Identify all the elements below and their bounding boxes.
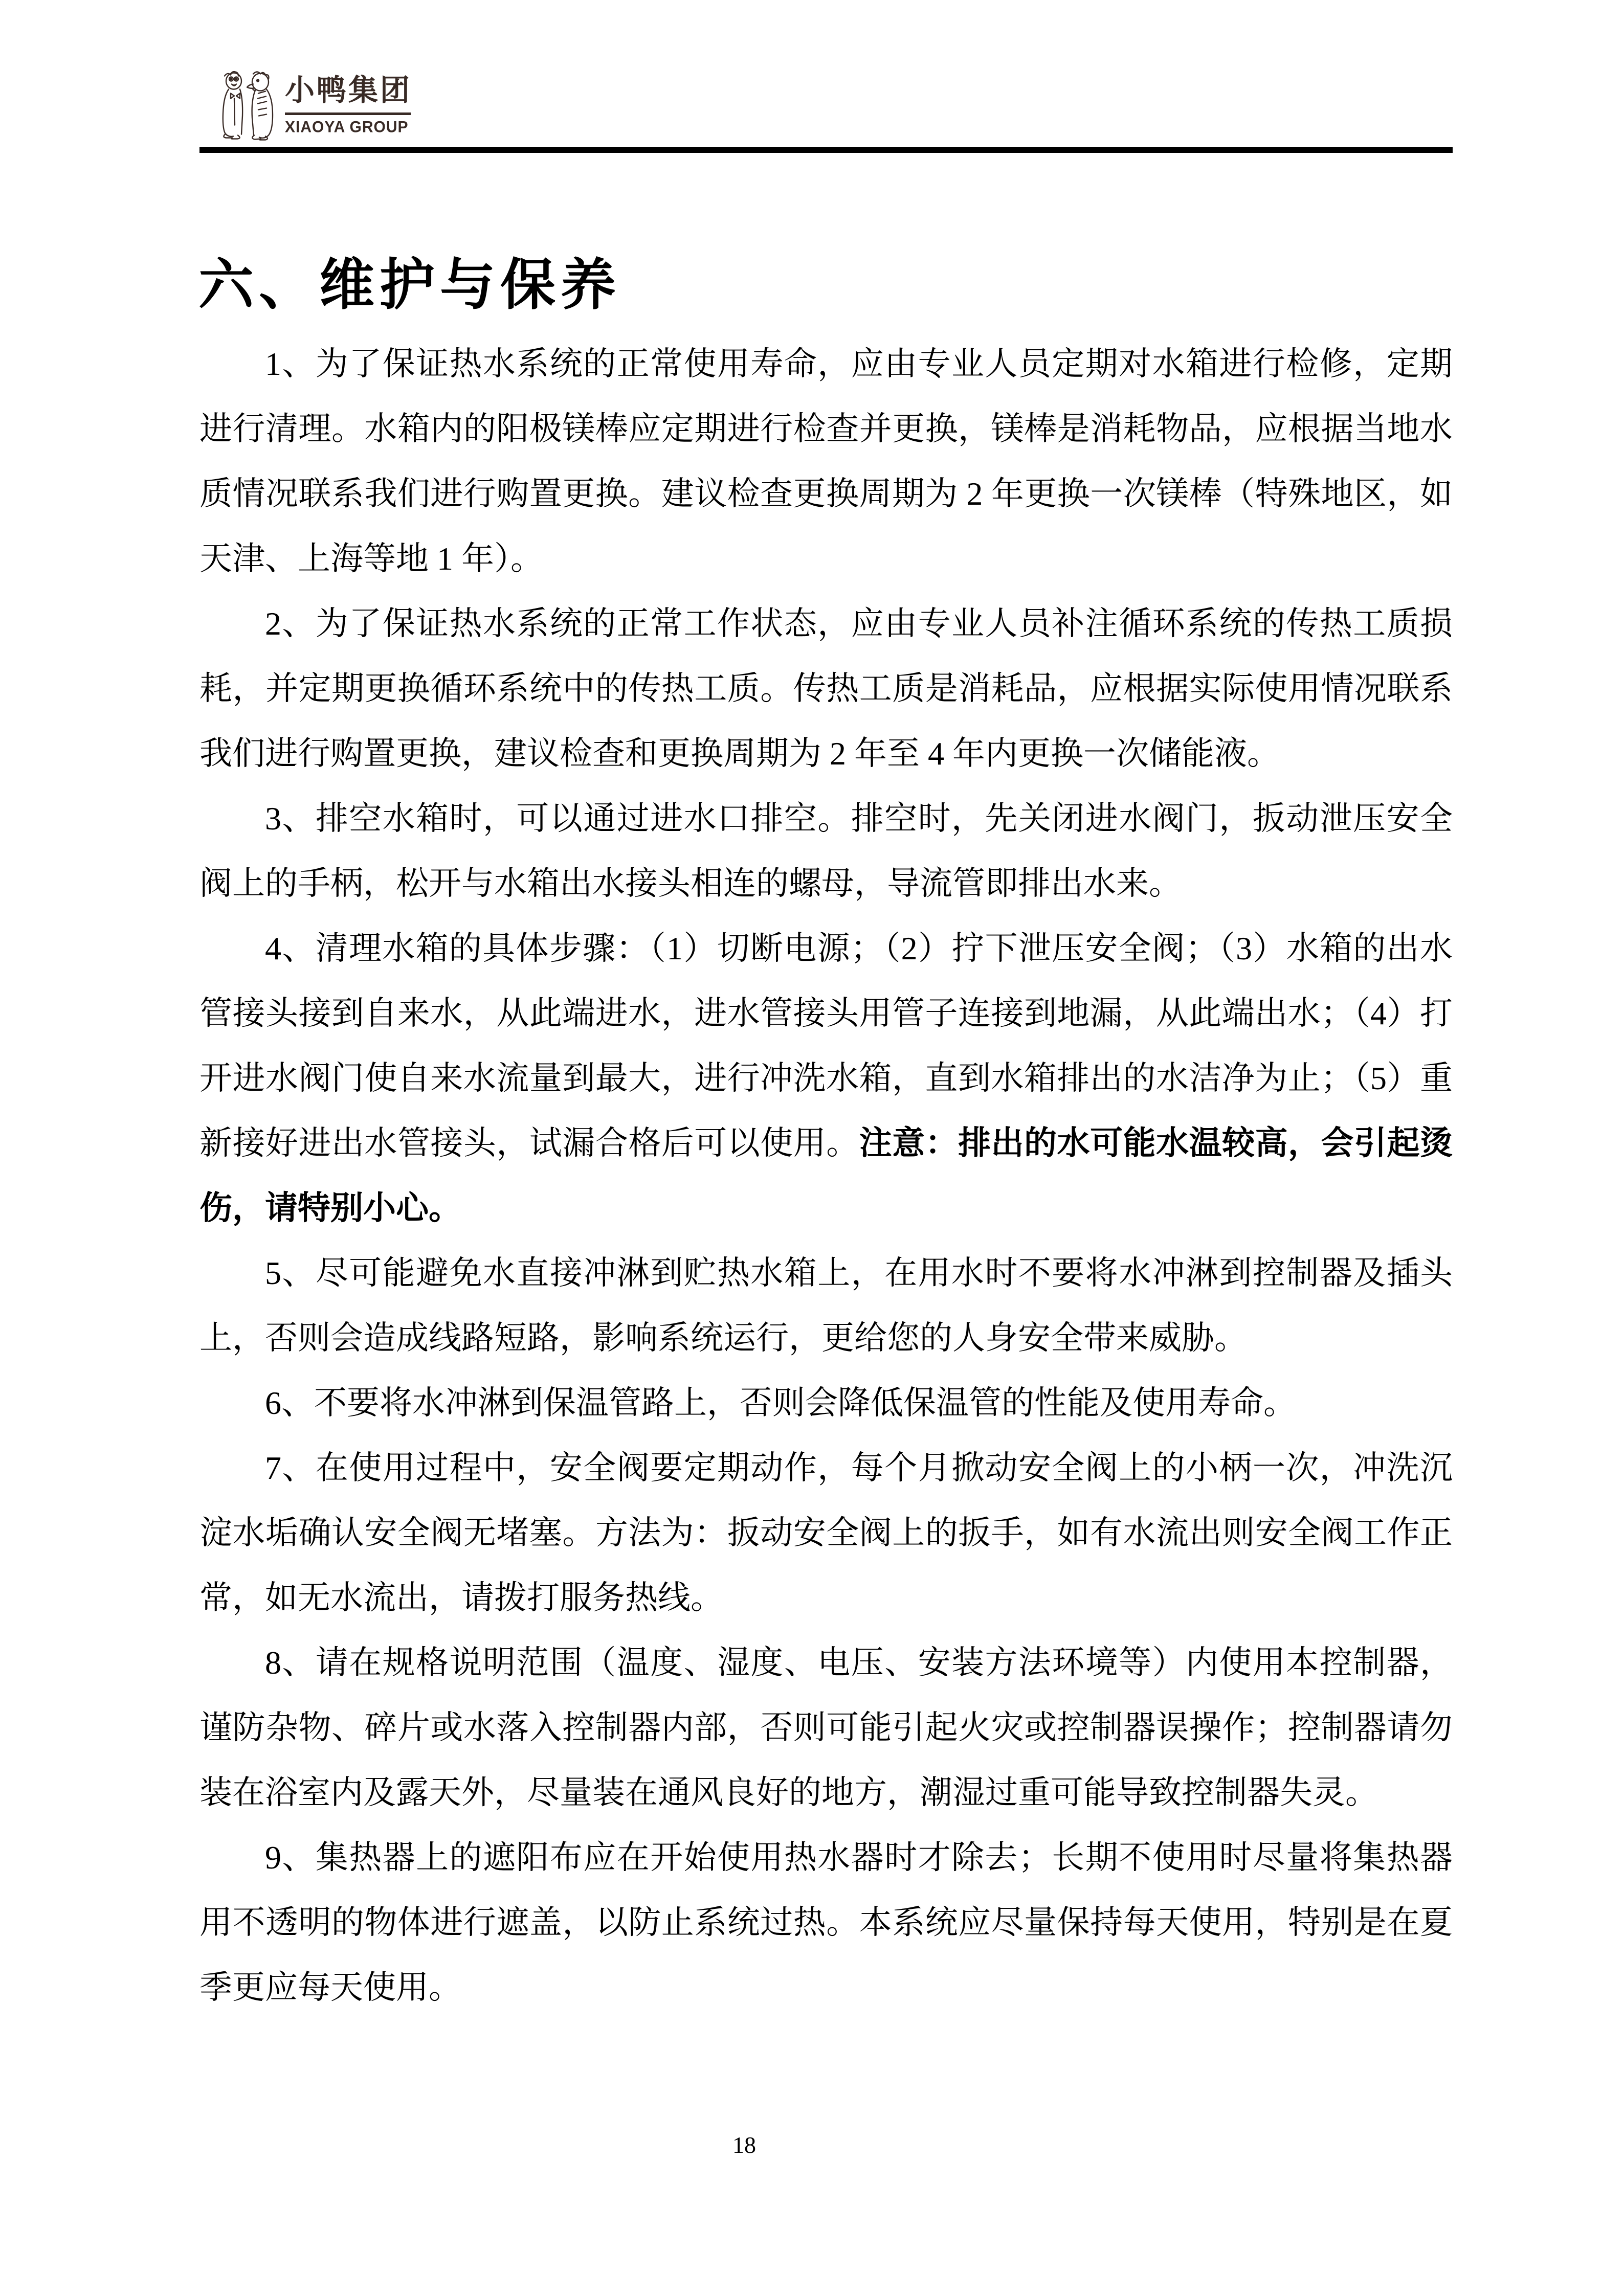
paragraph-text: 8、请在规格说明范围（温度、湿度、电压、安装方法环境等）内使用本控制器，谨防杂物、碎片或水落入控制器内部，否则可能引起火灾或控制器误操作；控制器请勿装在浴室内及露天外，尽量装在通风良好的地方，潮湿过重可能导致控制器失灵。: [199, 1645, 1453, 1811]
paragraph: [199, 331, 1453, 591]
paragraph: [199, 916, 1453, 1241]
paragraph: [199, 1630, 1453, 1825]
two-ducks-mascot-icon: [217, 61, 279, 146]
paragraph: [199, 1825, 1453, 2020]
paragraph-bold-text: 注意：排出的水可能水温较高，会引起烫伤，请特别小心。: [199, 1125, 1453, 1226]
paragraph-text: 1、为了保证热水系统的正常使用寿命，应由专业人员定期对水箱进行检修，定期进行清理。水箱内的阳极镁棒应定期进行检查并更换，镁棒是消耗物品，应根据当地水质情况联系我们进行购置更换。建议检查更换周期为 2 年更换一次镁棒（特殊地区，如天津、上海等地 1 年）。: [199, 346, 1453, 577]
paragraph-text: 7、在使用过程中，安全阀要定期动作，每个月掀动安全阀上的小柄一次，冲洗沉淀水垢确认安全阀无堵塞。方法为：扳动安全阀上的扳手，如有水流出则安全阀工作正常，如无水流出，请拨打服务热线。: [199, 1450, 1453, 1616]
paragraph-text: 2、为了保证热水系统的正常工作状态，应由专业人员补注循环系统的传热工质损耗，并定期更换循环系统中的传热工质。传热工质是消耗品，应根据实际使用情况联系我们进行购置更换，建议检查和更换周期为 2 年至 4 年内更换一次储能液。: [199, 605, 1453, 772]
xiaoya-logo: [217, 61, 413, 146]
paragraph-text: 6、不要将水冲淋到保温管路上，否则会降低保温管的性能及使用寿命。: [265, 1385, 1296, 1421]
paragraph: [199, 1370, 1453, 1435]
logo-text-block: [285, 61, 413, 136]
paragraph-text: 5、尽可能避免水直接冲淋到贮热水箱上，在用水时不要将水冲淋到控制器及插头上，否则会造成线路短路，影响系统运行，更给您的人身安全带来威胁。: [199, 1255, 1453, 1356]
header-rule: [199, 147, 1453, 153]
logo-cn-text: 小鸭集团: [285, 74, 412, 107]
body-paragraphs: [199, 331, 1453, 2020]
logo-underline: [285, 112, 411, 115]
paragraph-text: 9、集热器上的遮阳布应在开始使用热水器时才除去；长期不使用时尽量将集热器用不透明的物体进行遮盖，以防止系统过热。本系统应尽量保持每天使用，特别是在夏季更应每天使用。: [199, 1839, 1453, 2006]
paragraph-text: 3、排空水箱时，可以通过进水口排空。排空时，先关闭进水阀门，扳动泄压安全阀上的手柄，松开与水箱出水接头相连的螺母，导流管即排出水来。: [199, 800, 1453, 902]
section-heading: 六、维护与保养: [198, 254, 621, 316]
paragraph: [199, 786, 1453, 916]
paragraph-text: 4、清理水箱的具体步骤：（1）切断电源；（2）拧下泄压安全阀；（3）水箱的出水管接头接到自来水，从此端进水，进水管接头用管子连接到地漏，从此端出水；（4）打开进水阀门使自来水流量到最大，进行冲洗水箱，直到水箱排出的水洁净为止；（5）重新接好进出水管接头，试漏合格后可以使用。: [199, 930, 1453, 1161]
logo-en-text: XIAOYA GROUP: [285, 118, 409, 136]
paragraph: [199, 1435, 1453, 1630]
paragraph: [199, 1241, 1453, 1370]
page-number: 18: [732, 2132, 756, 2158]
paragraph: [199, 591, 1453, 786]
